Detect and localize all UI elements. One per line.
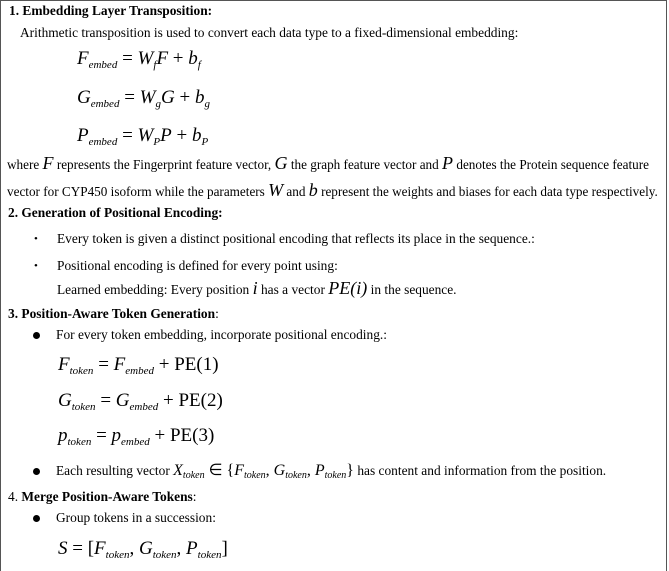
section-2-bullet-2: Positional encoding is defined for every point using: [57, 258, 338, 273]
equation-p-token: $p_{token} = p_{embed} + PE(3)$ [58, 425, 215, 448]
section-4-heading: 4. Merge Position-Aware Tokens: [8, 489, 197, 504]
equation-p-embed: $P_{embed} = W_PP + b_P$ [77, 125, 209, 148]
equation-f-token: $F_{token} = F_{embed} + PE(1)$ [58, 354, 219, 377]
where-line: where F represents the Fingerprint feature vector, G the graph feature vector and P denotes the Protein sequence feature [7, 153, 649, 173]
equation-s-sequence: $S = [F_{token}$, $G_{token}$, $P_{token}$] [58, 538, 228, 561]
section-2-heading: 2. Generation of Positional Encoding: [8, 205, 223, 220]
equation-g-token: $G_{token} = G_{embed} + PE(2)$ [58, 390, 223, 413]
section-1-heading: 1. Embedding Layer Transposition: [9, 3, 213, 18]
learned-embedding-line: Learned embedding: Every position i has a vector PE(i) in the sequence. [57, 278, 457, 298]
bullet-icon: • [34, 260, 38, 272]
section-3-bullet-1: For every token embedding, incorporate positional encoding.: [56, 327, 387, 342]
bullet-dot-icon [33, 332, 40, 339]
bullet-dot-icon [33, 515, 40, 522]
section-3-bullet-2: Each resulting vector Xtoken ∈ {Ftoken, Gtoken, Ptoken} has content and information from the position. [56, 462, 607, 481]
vector-line: vector for CYP450 isoform while the parameters W and b represent the weights and biases for each data type respectively. [7, 180, 658, 200]
bullet-dot-icon [33, 468, 40, 475]
equation-g-embed: $G_{embed} = W_gG + b_g$ [77, 87, 210, 110]
section-3-heading: 3. Position-Aware Token Generation: [8, 306, 219, 321]
bullet-icon: • [34, 233, 38, 245]
section-1-intro: Arithmetic transposition is used to convert each data type to a fixed-dimensional embedding: [20, 25, 519, 40]
equation-f-embed: $F_{embed} = W_fF + b_f$ [77, 48, 201, 71]
section-2-bullet-1: Every token is given a distinct positional encoding that reflects its place in the sequence.: [57, 231, 535, 246]
section-4-bullet-1: Group tokens in a succession: [56, 510, 216, 525]
